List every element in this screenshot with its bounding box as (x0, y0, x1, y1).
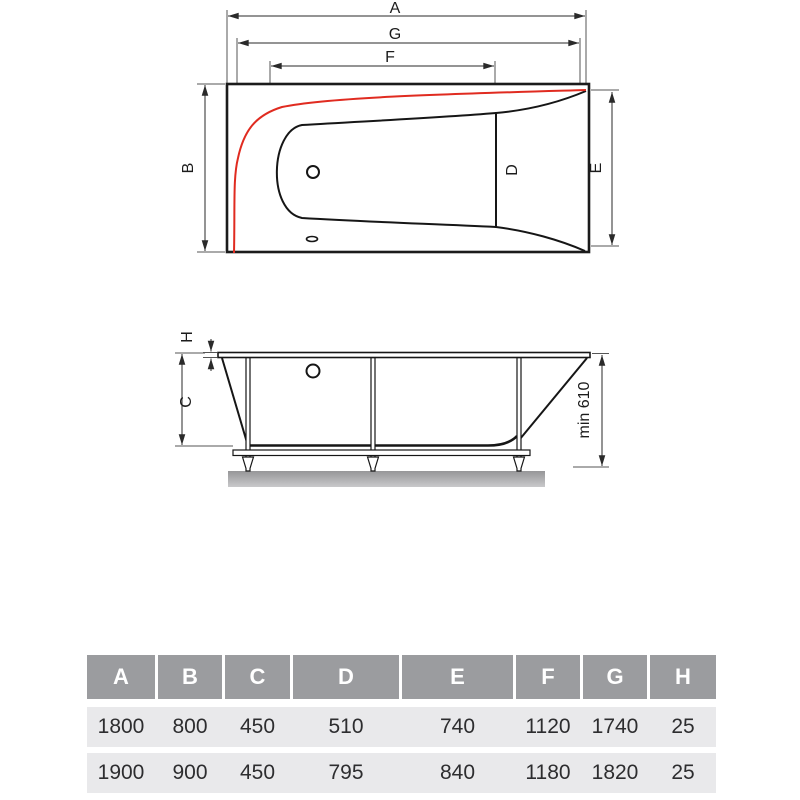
header-cell-a: A (87, 655, 155, 699)
dimension-label-a: A (389, 0, 401, 17)
header-cell-c: C (225, 655, 290, 699)
table-cell: 1900 (97, 761, 145, 784)
dimension-label-h: H (179, 331, 196, 343)
table-cell: 1120 (525, 715, 571, 738)
table-cell: 1800 (97, 715, 145, 738)
leg-left (246, 358, 250, 458)
table-cell: 1820 (591, 761, 639, 784)
dimension-spec-table (87, 655, 716, 799)
table-cell: 1740 (591, 715, 639, 738)
adjustable-feet (243, 457, 525, 471)
header-cell-e: E (402, 655, 513, 699)
dimension-label-d: D (504, 164, 521, 176)
table-header-row (87, 655, 716, 699)
foot-left (243, 457, 254, 471)
header-cell-b: B (158, 655, 222, 699)
header-cell-d: D (293, 655, 399, 699)
table-cell: 795 (328, 761, 364, 784)
dimension-label-f: F (385, 49, 395, 66)
table-cell: 450 (239, 761, 276, 784)
floor-bar (228, 471, 545, 487)
table-row-size-1800 (87, 707, 716, 747)
overflow-mark (307, 237, 318, 242)
dimension-label-e: E (588, 162, 605, 174)
header-cell-g: G (583, 655, 647, 699)
table-cell: 740 (439, 715, 476, 738)
tub-rim-outline (227, 84, 589, 252)
table-cell: 800 (172, 715, 208, 738)
header-cell-f: F (516, 655, 580, 699)
leg-right (517, 358, 521, 458)
table-cell: 510 (328, 715, 364, 738)
drain-hole (307, 166, 319, 178)
dimension-label-b: B (180, 162, 197, 174)
frame-legs (246, 358, 521, 458)
table-cell: 450 (239, 715, 276, 738)
tub-bottom (250, 436, 517, 446)
table-cell: 25 (671, 761, 695, 784)
table-cell: 900 (172, 761, 208, 784)
dimension-label-g: G (388, 26, 402, 43)
table-cell: 25 (671, 715, 695, 738)
table-cell: 840 (439, 761, 476, 784)
foot-middle (368, 457, 379, 471)
top-view (180, 0, 619, 253)
dimension-label-min-height: min 610 (576, 381, 593, 439)
overflow-hole-side (307, 365, 320, 378)
tub-rim-side (218, 353, 590, 358)
frame-bar (233, 450, 530, 456)
foot-right (514, 457, 525, 471)
dimension-label-c: C (178, 396, 195, 408)
table-row-size-1900 (87, 753, 716, 793)
table-cell: 1180 (525, 761, 571, 784)
header-cell-h: H (650, 655, 716, 699)
side-view (175, 331, 609, 487)
tub-left-wall (222, 358, 248, 446)
leg-middle (371, 358, 375, 458)
